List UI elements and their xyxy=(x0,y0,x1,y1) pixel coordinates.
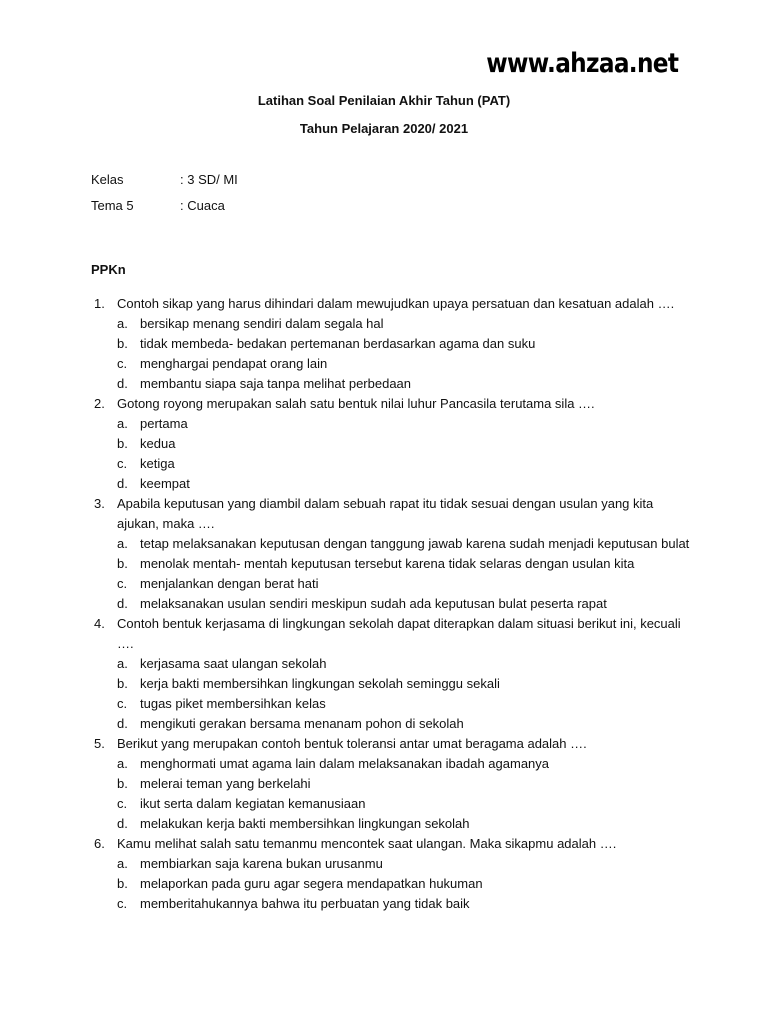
option-text: kerjasama saat ulangan sekolah xyxy=(140,656,327,671)
option-text: menghargai pendapat orang lain xyxy=(140,356,328,371)
answer-option xyxy=(117,694,691,714)
option-text: menolak mentah- mentah keputusan tersebut karena tidak selaras dengan usulan kita xyxy=(140,556,635,571)
option-letter: c. xyxy=(117,696,128,711)
option-text: tugas piket membersihkan kelas xyxy=(140,696,326,711)
question-number: 3. xyxy=(94,496,105,511)
subject-heading: PPKn xyxy=(91,262,126,277)
tema-row xyxy=(91,198,225,213)
answer-option xyxy=(117,794,691,814)
option-letter: a. xyxy=(117,316,128,331)
question-text: Contoh bentuk kerjasama di lingkungan sekolah dapat diterapkan dalam situasi berikut ini, kecuali …. xyxy=(117,616,681,651)
answer-option xyxy=(117,654,691,674)
question-number: 2. xyxy=(94,396,105,411)
question-item xyxy=(91,834,691,914)
option-text: tetap melaksanakan keputusan dengan tanggung jawab karena sudah menjadi keputusan bulat xyxy=(140,536,690,551)
option-list xyxy=(117,534,691,614)
option-letter: b. xyxy=(117,676,128,691)
option-text: menjalankan dengan berat hati xyxy=(140,576,319,591)
tema-value: : Cuaca xyxy=(180,198,225,213)
question-text: Kamu melihat salah satu temanmu mencontek saat ulangan. Maka sikapmu adalah …. xyxy=(117,836,617,851)
answer-option xyxy=(117,574,691,594)
option-text: ikut serta dalam kegiatan kemanusiaan xyxy=(140,796,366,811)
answer-option xyxy=(117,594,691,614)
option-text: kerja bakti membersihkan lingkungan sekolah seminggu sekali xyxy=(140,676,500,691)
answer-option xyxy=(117,414,691,434)
option-text: ketiga xyxy=(140,456,175,471)
answer-option xyxy=(117,774,691,794)
option-letter: c. xyxy=(117,576,128,591)
option-text: melaksanakan usulan sendiri meskipun sudah ada keputusan bulat peserta rapat xyxy=(140,596,607,611)
kelas-row xyxy=(91,172,238,187)
question-text: Apabila keputusan yang diambil dalam sebuah rapat itu tidak sesuai dengan usulan yang kita ajukan, maka …. xyxy=(117,496,654,531)
option-text: membiarkan saja karena bukan urusanmu xyxy=(140,856,383,871)
answer-option xyxy=(117,434,691,454)
answer-option xyxy=(117,354,691,374)
question-item xyxy=(91,394,691,494)
option-text: memberitahukannya bahwa itu perbuatan yang tidak baik xyxy=(140,896,470,911)
option-letter: b. xyxy=(117,336,128,351)
question-text: Berikut yang merupakan contoh bentuk toleransi antar umat beragama adalah …. xyxy=(117,736,587,751)
answer-option xyxy=(117,314,691,334)
option-text: pertama xyxy=(140,416,188,431)
question-list xyxy=(91,294,691,914)
school-year-title: Tahun Pelajaran 2020/ 2021 xyxy=(299,121,469,136)
option-text: melerai teman yang berkelahi xyxy=(140,776,311,791)
answer-option xyxy=(117,474,691,494)
answer-option xyxy=(117,814,691,834)
option-letter: d. xyxy=(117,716,128,731)
option-list xyxy=(117,854,691,914)
answer-option xyxy=(117,534,691,554)
option-text: tidak membeda- bedakan pertemanan berdasarkan agama dan suku xyxy=(140,336,536,351)
option-letter: b. xyxy=(117,436,128,451)
option-letter: b. xyxy=(117,876,128,891)
document-title: Latihan Soal Penilaian Akhir Tahun (PAT) xyxy=(257,93,511,108)
question-item xyxy=(91,734,691,834)
option-list xyxy=(117,314,691,394)
option-text: membantu siapa saja tanpa melihat perbedaan xyxy=(140,376,412,391)
kelas-label: Kelas xyxy=(91,172,124,187)
kelas-value: : 3 SD/ MI xyxy=(180,172,238,187)
option-letter: d. xyxy=(117,596,128,611)
answer-option xyxy=(117,554,691,574)
answer-option xyxy=(117,894,691,914)
option-text: melakukan kerja bakti membersihkan lingkungan sekolah xyxy=(140,816,470,831)
option-letter: d. xyxy=(117,376,128,391)
option-letter: a. xyxy=(117,656,128,671)
option-letter: c. xyxy=(117,896,128,911)
option-letter: a. xyxy=(117,756,128,771)
answer-option xyxy=(117,714,691,734)
option-list xyxy=(117,754,691,834)
option-letter: c. xyxy=(117,456,128,471)
option-text: menghormati umat agama lain dalam melaksanakan ibadah agamanya xyxy=(140,756,550,771)
option-list xyxy=(117,654,691,734)
question-number: 1. xyxy=(94,296,105,311)
option-letter: a. xyxy=(117,416,128,431)
question-text: Gotong royong merupakan salah satu bentuk nilai luhur Pancasila terutama sila …. xyxy=(117,396,595,411)
question-number: 6. xyxy=(94,836,105,851)
question-text: Contoh sikap yang harus dihindari dalam mewujudkan upaya persatuan dan kesatuan adalah …. xyxy=(117,296,675,311)
option-text: kedua xyxy=(140,436,176,451)
question-number: 5. xyxy=(94,736,105,751)
option-letter: c. xyxy=(117,356,128,371)
option-text: keempat xyxy=(140,476,190,491)
option-letter: b. xyxy=(117,556,128,571)
option-letter: c. xyxy=(117,796,128,811)
answer-option xyxy=(117,854,691,874)
question-item xyxy=(91,614,691,734)
answer-option xyxy=(117,374,691,394)
option-list xyxy=(117,414,691,494)
question-item xyxy=(91,294,691,394)
option-letter: d. xyxy=(117,476,128,491)
question-item xyxy=(91,494,691,614)
answer-option xyxy=(117,874,691,894)
option-text: bersikap menang sendiri dalam segala hal xyxy=(140,316,384,331)
option-text: melaporkan pada guru agar segera mendapatkan hukuman xyxy=(140,876,483,891)
tema-label: Tema 5 xyxy=(91,198,134,213)
option-letter: a. xyxy=(117,856,128,871)
answer-option xyxy=(117,334,691,354)
answer-option xyxy=(117,674,691,694)
option-letter: d. xyxy=(117,816,128,831)
option-letter: a. xyxy=(117,536,128,551)
answer-option xyxy=(117,754,691,774)
question-number: 4. xyxy=(94,616,105,631)
option-text: mengikuti gerakan bersama menanam pohon di sekolah xyxy=(140,716,464,731)
option-letter: b. xyxy=(117,776,128,791)
site-watermark: www.ahzaa.net xyxy=(485,48,678,79)
answer-option xyxy=(117,454,691,474)
